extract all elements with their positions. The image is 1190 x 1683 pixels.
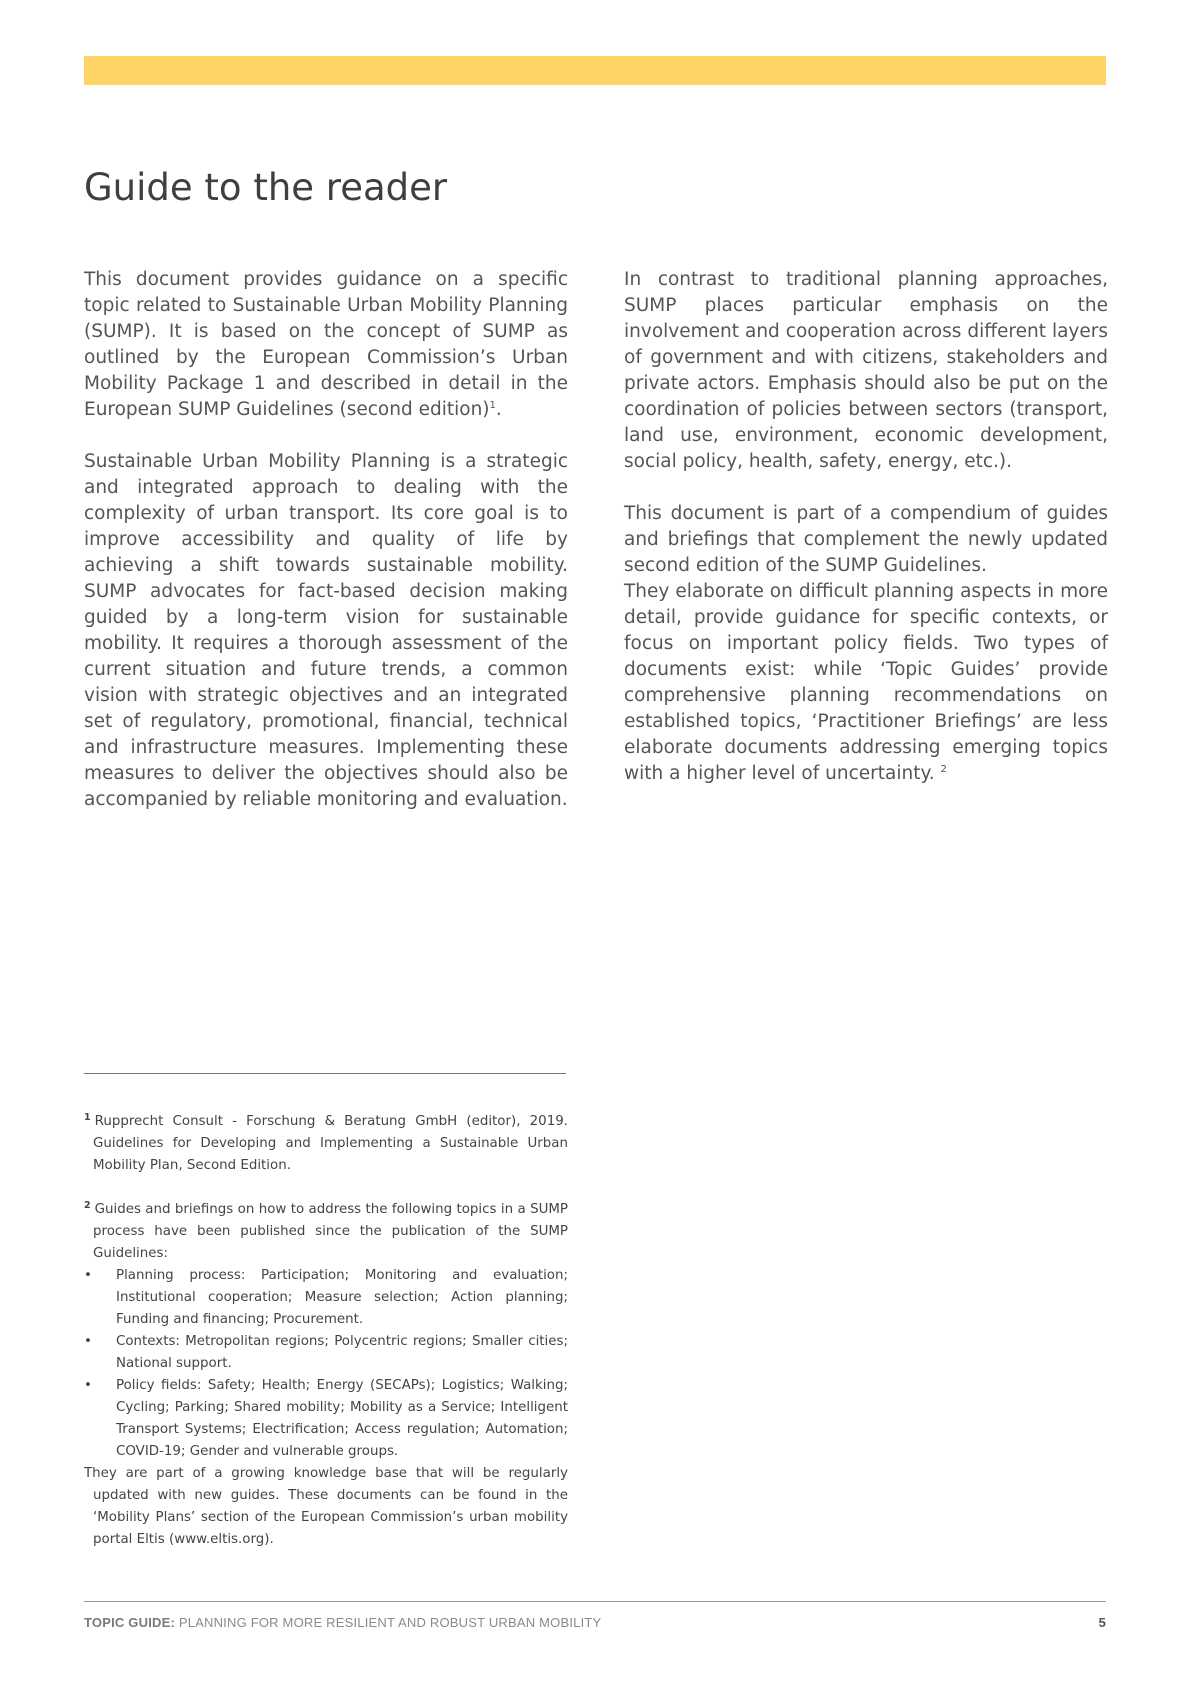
right-paragraph-2: This document is part of a compendium of guides and briefings that complement the newly updated second edition of the SUMP Guidelines. [624,503,1108,576]
top-accent-band [84,56,1106,85]
footer-label: TOPIC GUIDE: [84,1615,176,1630]
footnote-ref-2[interactable]: 2 [940,763,947,775]
footnote-number: 2 [84,1199,91,1211]
footer-title: PLANNING FOR MORE RESILIENT AND ROBUST URBAN MOBILITY [175,1615,602,1630]
left-column [84,267,568,839]
footnotes [84,1111,568,1551]
footnote-number: 1 [84,1111,91,1123]
footnote-1: $^1$ Rupprecht Consult - Forschung & Beratung GmbH (editor), 2019. Guidelines for Developing and Implementing a Sustainable Urban Mobility Plan, Second Edition. [84,1111,568,1173]
list-item: • Contexts: Metropolitan regions; Polycentric regions; Smaller cities; National support. [84,1331,568,1375]
list-item: • Planning process: Participation; Monitoring and evaluation; Institutional cooperation; Measure selection; Action planning; Funding and financing; Procurement. [84,1265,568,1331]
footer-divider [84,1601,1106,1602]
left-paragraph-2: Sustainable Urban Mobility Planning is a strategic and integrated approach to dealing with the complexity of urban transport. Its core goal is to improve accessibility and quality of life by achieving a shift towards sustainable mobility. SUMP advocates for fact-based decision making guided by a long-term vision for sustainable mobility. It requires a thorough assessment of the current situation and future trends, a common vision with strategic objectives and an integrated set of regulatory, promotional, financial, technical and infrastructure measures. Implementing these measures to deliver the objectives should also be accompanied by reliable monitoring and evaluation. [84,451,568,810]
page-title: Guide to the reader [84,166,448,209]
right-paragraph-3: They elaborate on difficult planning aspects in more detail, provide guidance for specific contexts, or focus on important policy fields. Two types of documents exist: while ‘Topic Guides’ provide comprehensive planning recommendations on established topics, ‘Practitioner Briefings’ are less elaborate documents addressing emerging topics with a higher level of uncertainty. $^2$ [624,581,1108,784]
left-paragraph-1: This document provides guidance on a specific topic related to Sustainable Urban Mobility Planning (SUMP). It is based on the concept of SUMP as outlined by the European Commission’s Urban Mobility Package 1 and described in detail in the European SUMP Guidelines (second edition)$^1$. [84,269,568,420]
right-column [624,267,1108,813]
page-footer [84,1615,1106,1630]
page-number: 5 [1098,1615,1106,1630]
right-paragraph-1: In contrast to traditional planning approaches, SUMP places particular emphasis on the involvement and cooperation across different layers of government and with citizens, stakeholders and private actors. Emphasis should also be put on the coordination of policies between sectors (transport, land use, environment, economic development, social policy, health, safety, energy, etc.). [624,269,1108,472]
footnote-ref-1[interactable]: 1 [489,399,496,411]
footnote-2-closing: They are part of a growing knowledge base that will be regularly updated with new guides. These documents can be found in the ‘Mobility Plans’ section of the European Commission’s urban mobility portal Eltis (www.eltis.org). [84,1466,568,1547]
footnote-2-list [84,1265,568,1463]
footnote-divider [84,1073,566,1074]
footnote-2: $^2$ Guides and briefings on how to address the following topics in a SUMP process have been published since the publication of the SUMP Guidelines: • Planning process: Participation; Monitoring and evaluation; Institutional cooperation; Measure selection; Action planning; Funding and financing; Procurement. • Contexts: Metropolitan regions; Polycentric regions; Smaller cities; National support. • Policy fields: Safety; Health; Energy (SECAPs); Logistics; Walking; Cycling; Parking; Shared mobility; Mobility as a Service; Intelligent Transport Systems; Electrification; Access regulation; Automation; COVID-19; Gender and vulnerable groups. They are part of a growing knowledge base that will be regularly updated with new guides. These documents can be found in the ‘Mobility Plans’ section of the European Commission’s urban mobility portal Eltis (www.eltis.org). [84,1199,568,1551]
list-item: • Policy fields: Safety; Health; Energy (SECAPs); Logistics; Walking; Cycling; Parking; Shared mobility; Mobility as a Service; Intelligent Transport Systems; Electrification; Access regulation; Automation; COVID-19; Gender and vulnerable groups. [84,1375,568,1463]
